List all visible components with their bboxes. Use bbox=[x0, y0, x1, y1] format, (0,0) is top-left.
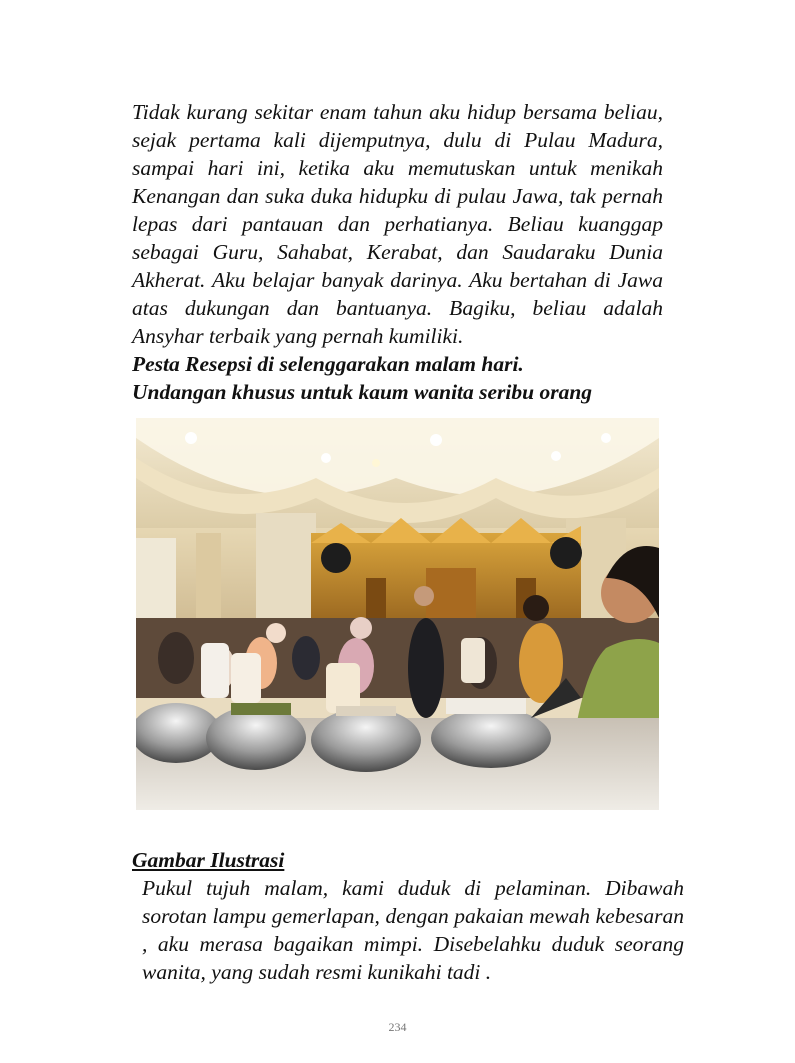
wedding-reception-photo bbox=[136, 418, 659, 810]
heading-reception: Pesta Resepsi di selenggarakan malam hari. bbox=[132, 352, 524, 376]
heading-invitation: Undangan khusus untuk kaum wanita seribu orang bbox=[132, 380, 593, 404]
page-number: 234 bbox=[388, 1020, 407, 1034]
photo-illustration bbox=[136, 418, 659, 810]
paragraph-bottom: Pukul tujuh malam, kami duduk di pelaminan. Dibawah sorotan lampu gemerlapan, dengan pakaian mewah kebesaran , aku merasa bagaikan mimpi. Disebelahku duduk seorang wanita, yang sudah resmi kunikahi tadi . bbox=[142, 876, 684, 984]
figure-caption: Gambar Ilustrasi bbox=[132, 848, 285, 872]
paragraph-top: Tidak kurang sekitar enam tahun aku hidup bersama beliau, sejak pertama kali dijemputnya, dulu di Pulau Madura, sampai hari ini, ketika aku memutuskan untuk menikah Kenangan dan suka duka hidupku di pulau Jawa, tak pernah lepas dari pantauan dan perhatianya. Beliau kuanggap sebagai Guru, Sahabat, Kerabat, dan Saudaraku Dunia Akherat. Aku belajar banyak darinya. Aku bertahan di Jawa atas dukungan dan bantuanya. Bagiku, beliau adalah Ansyhar terbaik yang pernah kumiliki. bbox=[132, 100, 663, 348]
